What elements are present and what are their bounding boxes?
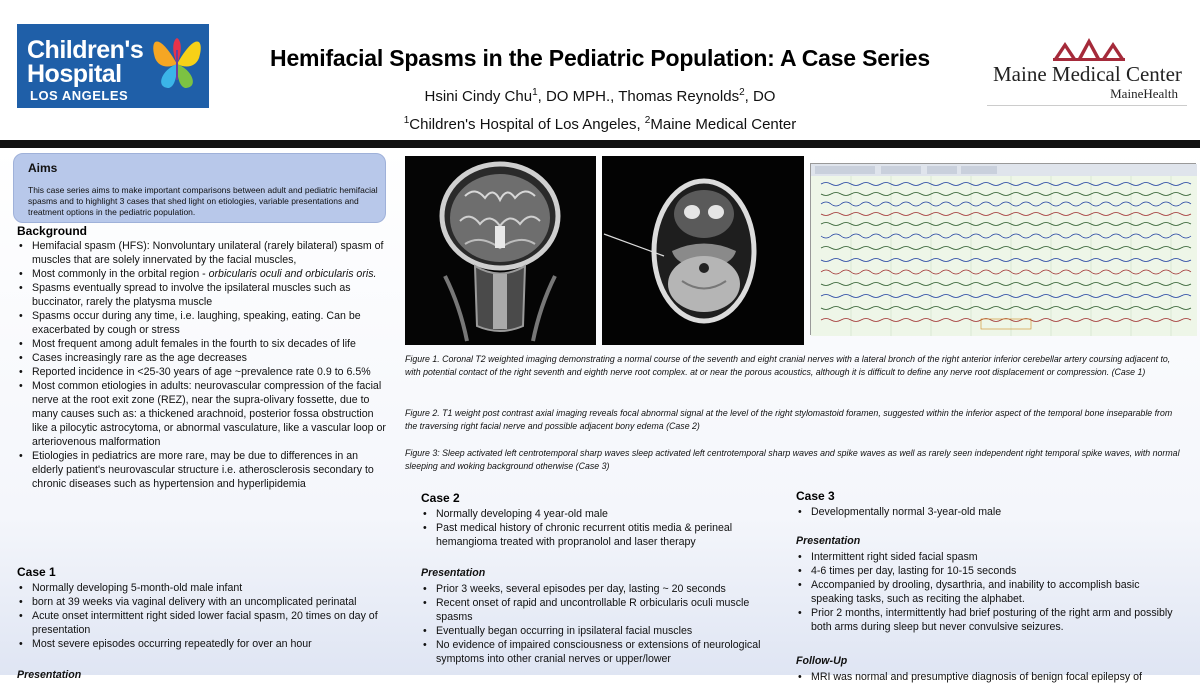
figure3-eeg — [810, 163, 1196, 335]
case3-presentation-list — [796, 550, 1176, 634]
aims-heading: Aims — [28, 161, 58, 175]
affiliations: $^1$Children's Hospital of Los Angeles, $^2$Maine Medical Center — [403, 115, 797, 133]
childrens-hospital-logo — [17, 24, 209, 108]
list-item: • Acute onset intermittent right sided lower facial spasm, 20 times on day of presentation — [17, 609, 389, 637]
case2-list — [421, 507, 771, 549]
mmc-arches-icon — [1051, 36, 1127, 62]
list-item: • MRI was normal and presumptive diagnosis of benign focal epilepsy of — [796, 670, 1176, 684]
list-item: • Recent onset of rapid and uncontrollable R orbicularis oculi muscle spasms — [421, 596, 771, 624]
background-heading: Background — [17, 224, 88, 238]
aims-box — [13, 153, 386, 223]
case1-heading: Case 1 — [17, 565, 56, 579]
list-item: • Most commonly in the orbital region - orbicularis oculi and orbicularis oris. — [17, 267, 389, 281]
header-divider — [0, 140, 1200, 148]
list-item: • Accompanied by drooling, dysarthria, and inability to accomplish basic speaking tasks, such as reciting the alphabet. — [796, 578, 1176, 606]
figure3-caption: Figure 3: Sleep activated left centrotemporal sharp waves sleep activated left centrotemporal sharp waves and spike waves as well as rarely seen independent right temporal spike waves, with normal sleeping and woking background otherwise (Case 3) — [405, 448, 1180, 471]
case2-presentation-heading: Presentation — [421, 567, 486, 579]
aims-text: This case series aims to make important comparisons between adult and pediatric hemifacial spasms and to highlight 3 cases that shed light on etiologies, variable presentations and treatment options in the pediatric population. — [28, 185, 378, 217]
list-item: • Most frequent among adult females in the fourth to six decades of life — [17, 337, 389, 351]
mmc-name: Maine Medical Center — [993, 62, 1182, 86]
list-item: • Past medical history of chronic recurrent otitis media & perineal hemangioma treated with propranolol and laser therapy — [421, 521, 771, 549]
list-item: • Prior 3 weeks, several episodes per day, lasting ~ 20 seconds — [421, 582, 771, 596]
figure1-caption: Figure 1. Coronal T2 weighted imaging demonstrating a normal course of the seventh and eight cranial nerves with a lateral bronch of the right anterior inferior cerebellar artery coursing adjacent to, with potential contact of the right seventh and eighth nerve root complex. at or near the porous acoustics, although it is difficult to define any nerve root displacement or compression. (Case 1) — [405, 354, 1171, 377]
figure2-caption: Figure 2. T1 weight post contrast axial imaging reveals focal abnormal signal at the level of the right stylomastoid foramen, suggested within the inferior aspect of the temporal bone inseparable from the traversing right facial nerve and possible adjacent bony edema (Case 2) — [405, 408, 1173, 431]
list-item: • Spasms occur during any time, i.e. laughing, speaking, eating. Can be exacerbated by cough or stress — [17, 309, 389, 337]
mmc-sub: MaineHealth — [1110, 86, 1178, 101]
list-item: • Prior 2 months, intermittently had brief posturing of the right arm and possibly both arms during sleep but never convulsive seizures. — [796, 606, 1176, 634]
list-item: • Etiologies in pediatrics are more rare, may be due to differences in an elderly patient's neurovascular structure i.e. atherosclerosis secondary to chronic diseases such as hypertension and hyperlipidemia — [17, 449, 389, 491]
list-item: • Normally developing 5-month-old male infant — [17, 581, 389, 595]
mmc-rule — [987, 105, 1187, 106]
maine-medical-center-logo — [985, 36, 1190, 108]
list-item: • born at 39 weeks via vaginal delivery with an uncomplicated perinatal — [17, 595, 389, 609]
poster-title: Hemifacial Spasms in the Pediatric Population: A Case Series — [270, 45, 930, 71]
case3-followup-list — [796, 670, 1176, 684]
list-item: • Normally developing 4 year-old male — [421, 507, 771, 521]
list-item: • Most severe episodes occurring repeatedly for over an hour — [17, 637, 389, 651]
case2-presentation-list — [421, 582, 771, 666]
case3-list — [796, 505, 1176, 519]
logo-line2: Hospital — [27, 60, 122, 88]
butterfly-icon — [149, 30, 205, 96]
list-item: • Most common etiologies in adults: neurovascular compression of the facial nerve at the root exit zone (REZ), near the supra-olivary fossette, due to many causes such as: a thickened arachnoid, posterior fossa obstruction like a pilocytic astrocytoma, or abnormal vasculature, like a vascular loop or arteriovenous malformation — [17, 379, 389, 449]
list-item: • 4-6 times per day, lasting for 10-15 seconds — [796, 564, 1176, 578]
list-item: • Developmentally normal 3-year-old male — [796, 505, 1176, 519]
list-item: • Spasms eventually spread to involve the ipsilateral muscles such as buccinator, rarely the platysma muscle — [17, 281, 389, 309]
poster-header — [0, 0, 1200, 140]
case3-heading: Case 3 — [796, 489, 835, 503]
figure1-coronal-mri — [405, 156, 596, 345]
case2-heading: Case 2 — [421, 491, 460, 505]
case3-followup-heading: Follow-Up — [796, 655, 848, 667]
logo-line1: Children's — [27, 36, 144, 64]
list-item: • Eventually began occurring in ipsilateral facial muscles — [421, 624, 771, 638]
list-item: • Hemifacial spasm (HFS): Nonvoluntary unilateral (rarely bilateral) spasm of muscles that are solely innervated by the facial muscles, — [17, 239, 389, 267]
list-item: • Intermittent right sided facial spasm — [796, 550, 1176, 564]
figure2-axial-mri — [602, 156, 804, 345]
list-item: • Reported incidence in <25-30 years of age ~prevalence rate 0.9 to 6.5% — [17, 365, 389, 379]
case1-presentation-heading: Presentation — [17, 669, 82, 681]
authors: Hsini Cindy Chu$^1$, DO MPH., Thomas Reynolds$^2$, DO — [424, 87, 776, 105]
list-item: • Cases increasingly rare as the age decreases — [17, 351, 389, 365]
logo-line3: LOS ANGELES — [30, 88, 129, 103]
case1-list — [17, 581, 389, 651]
background-list — [17, 239, 389, 491]
list-item: • No evidence of impaired consciousness or extensions of neurological symptoms into other cranial nerves or upper/lower — [421, 638, 771, 666]
case3-presentation-heading: Presentation — [796, 535, 861, 547]
